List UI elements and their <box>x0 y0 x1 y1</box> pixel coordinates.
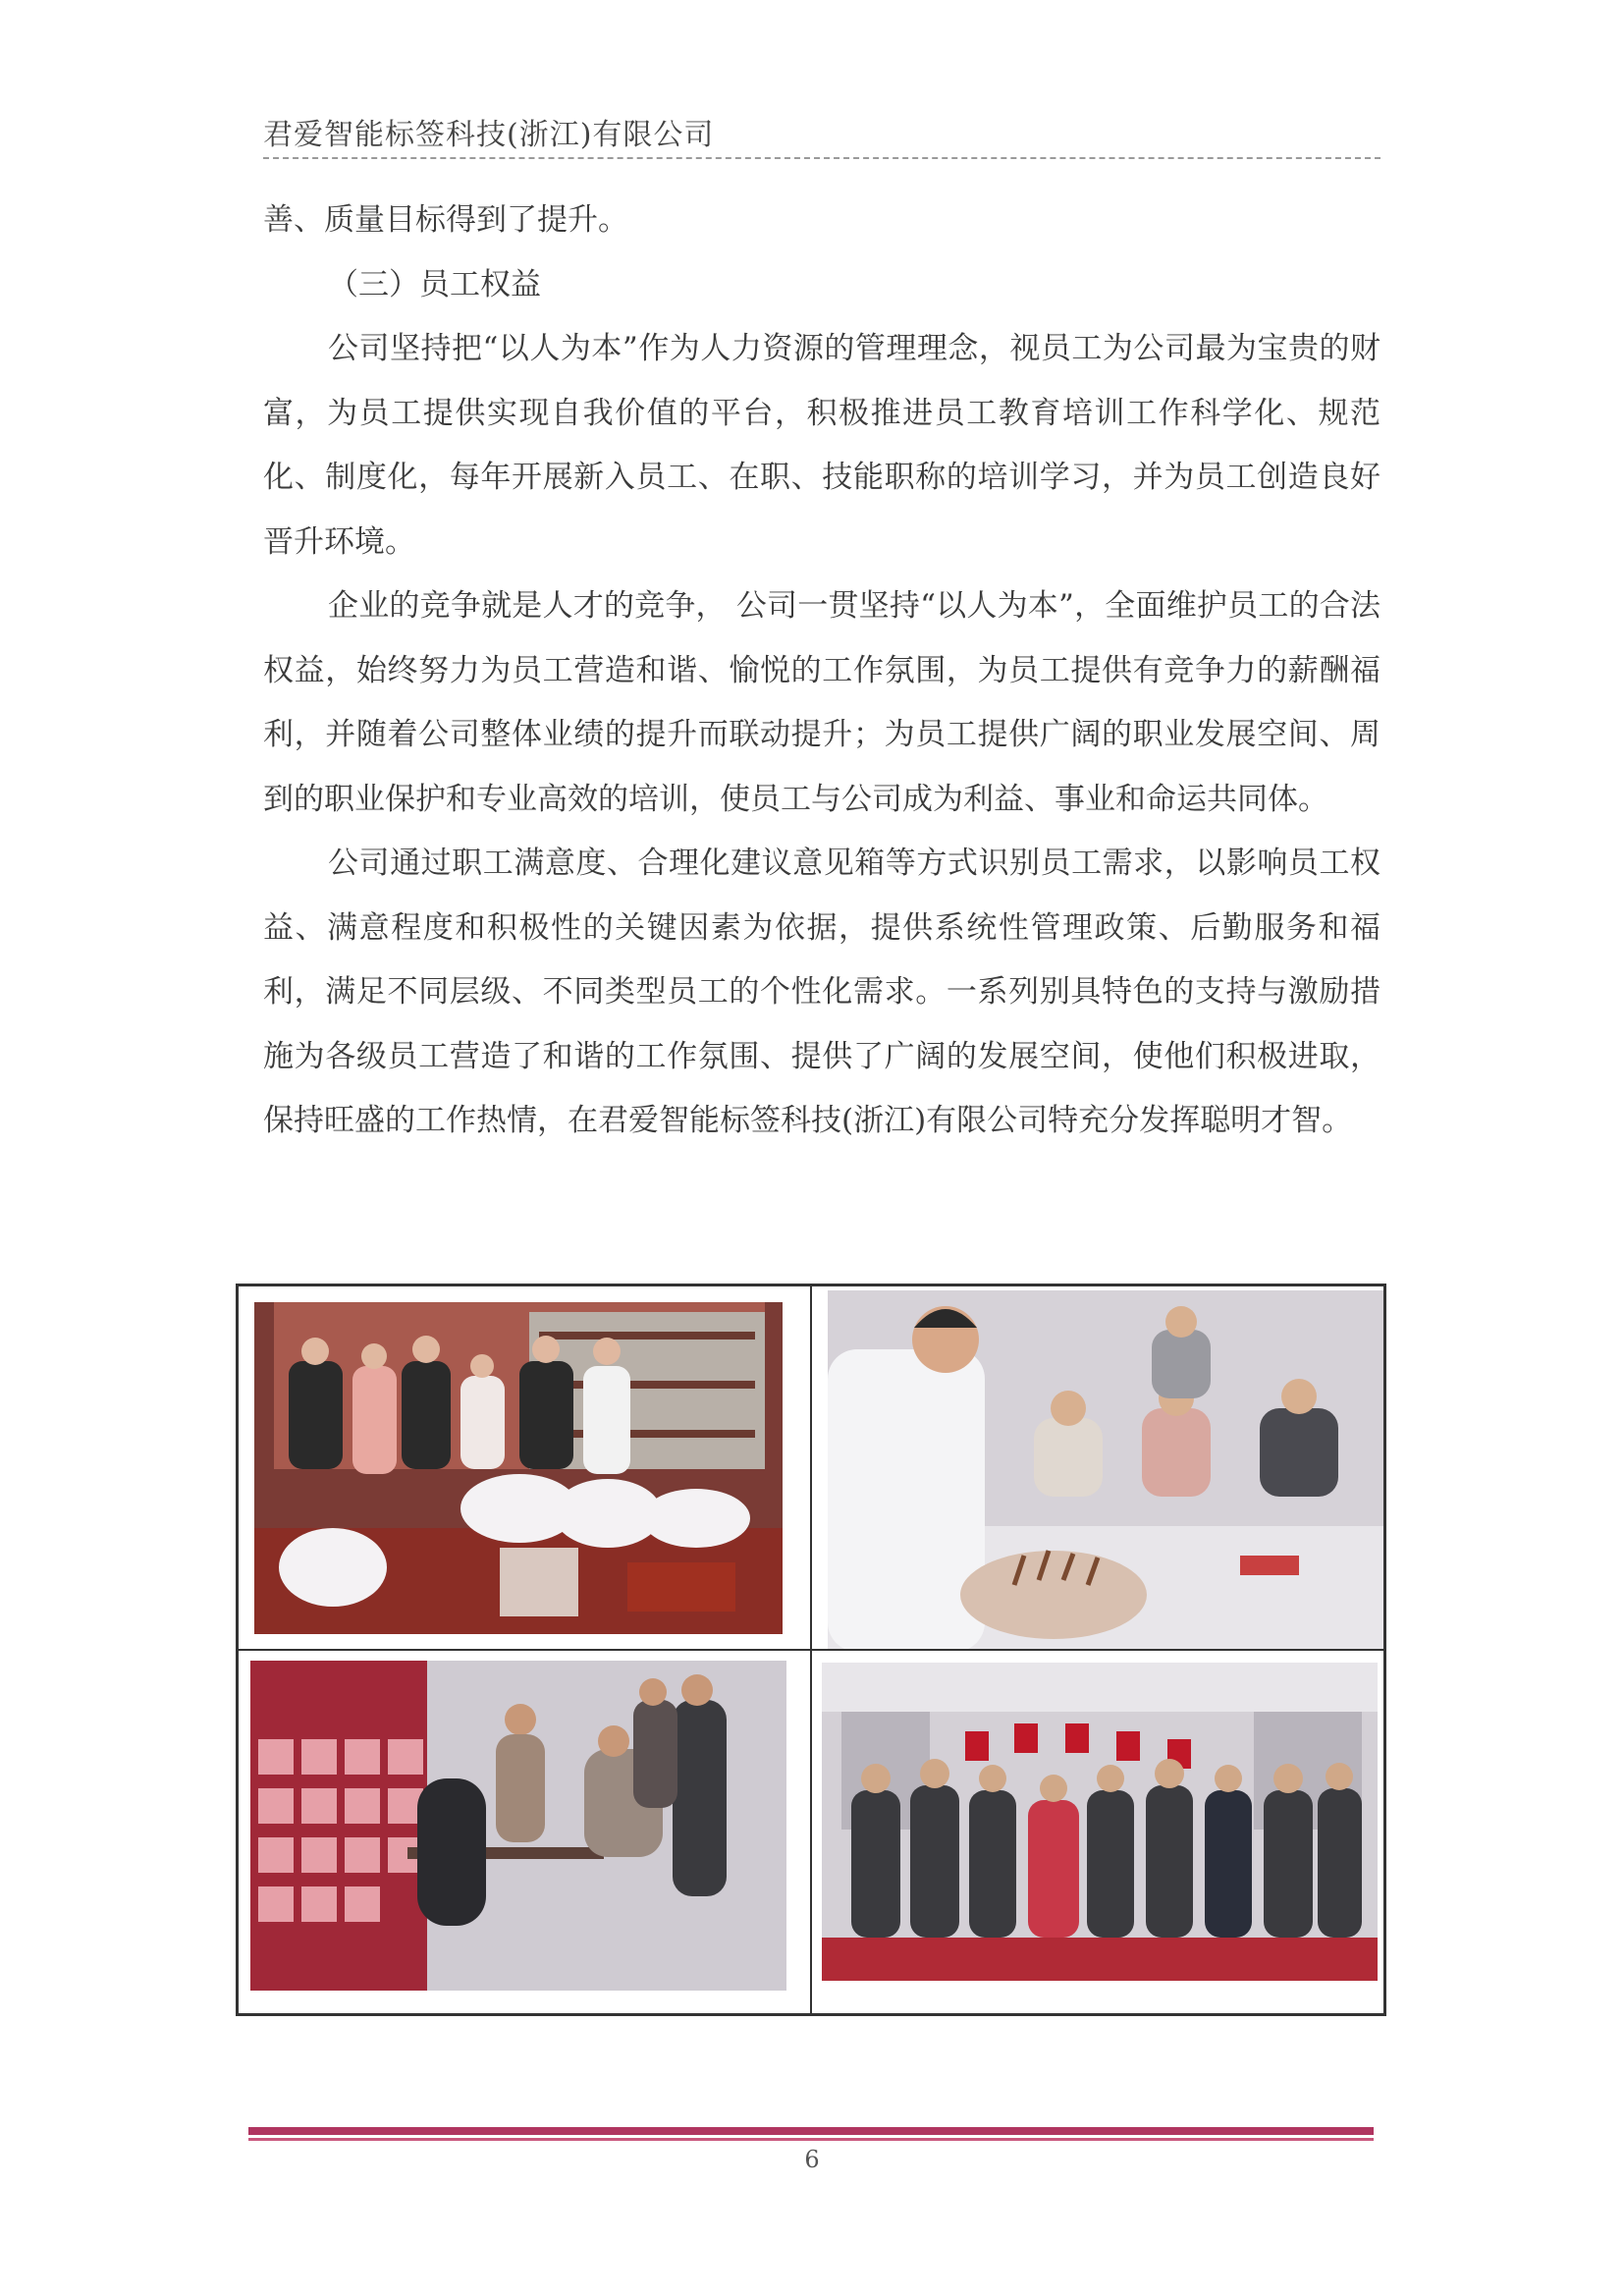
header-company-name: 君爱智能标签科技(浙江)有限公司 <box>263 118 715 152</box>
gifts-scene-graphic <box>254 1302 783 1634</box>
paragraph-3: 公司通过职工满意度、合理化建议意见箱等方式识别员工需求，以影响员工权益、满意程度和积极性的关键因素为依据，提供系统性管理政策、后勤服务和福利，满足不同层级、不同类型员工的个性化需求。一系列别具特色的支持与激励措施为各级员工营造了和谐的工作氛围、提供了广阔的发展空间，使他们积极进取，保持旺盛的工作热情，在君爱智能标签科技(浙江)有限公司特充分发挥聪明才智。 <box>263 846 1380 1138</box>
footer-divider-thick <box>248 2127 1374 2135</box>
footer-divider-thin <box>248 2138 1374 2141</box>
paragraph-1: 公司坚持把“以人为本”作为人力资源的管理理念，视员工为公司最为宝贵的财富，为员工提供实现自我价值的平台，积极推进员工教育培训工作科学化、规范化、制度化，每年开展新入员工、在职、技能职称的培训学习，并为员工创造良好晋升环境。 <box>263 331 1380 560</box>
photo-cell-2 <box>811 1285 1384 1650</box>
photo-cell-1 <box>238 1285 811 1650</box>
photo-cell-3 <box>238 1650 811 2014</box>
office-activity-photo <box>250 1661 786 1991</box>
page-number: 6 <box>804 2146 820 2173</box>
header-divider <box>263 157 1380 159</box>
body-text <box>263 189 1380 1154</box>
cake-scene-graphic <box>828 1290 1384 1650</box>
photo-cell-4 <box>811 1650 1384 2014</box>
paragraph-2: 企业的竞争就是人才的竞争， 公司一贯坚持“以人为本”，全面维护员工的合法权益，始终努力为员工营造和谐、愉悦的工作氛围，为员工提供有竞争力的薪酬福利，并随着公司整体业绩的提升而联动提升；为员工提供广阔的职业发展空间、周到的职业保护和专业高效的培训，使员工与公司成为利益、事业和命运共同体。 <box>263 588 1380 817</box>
birthday-cake-party-photo <box>828 1290 1384 1650</box>
section-subheading: （三）员工权益 <box>328 266 541 302</box>
paragraph-continuation: 善、质量目标得到了提升。 <box>263 202 628 238</box>
photo-grid <box>236 1284 1386 2016</box>
group-celebration-photo <box>822 1663 1378 1981</box>
employee-welfare-gifts-photo <box>254 1302 783 1634</box>
office-scene-graphic <box>250 1661 786 1991</box>
celebration-scene-graphic <box>822 1663 1378 1981</box>
